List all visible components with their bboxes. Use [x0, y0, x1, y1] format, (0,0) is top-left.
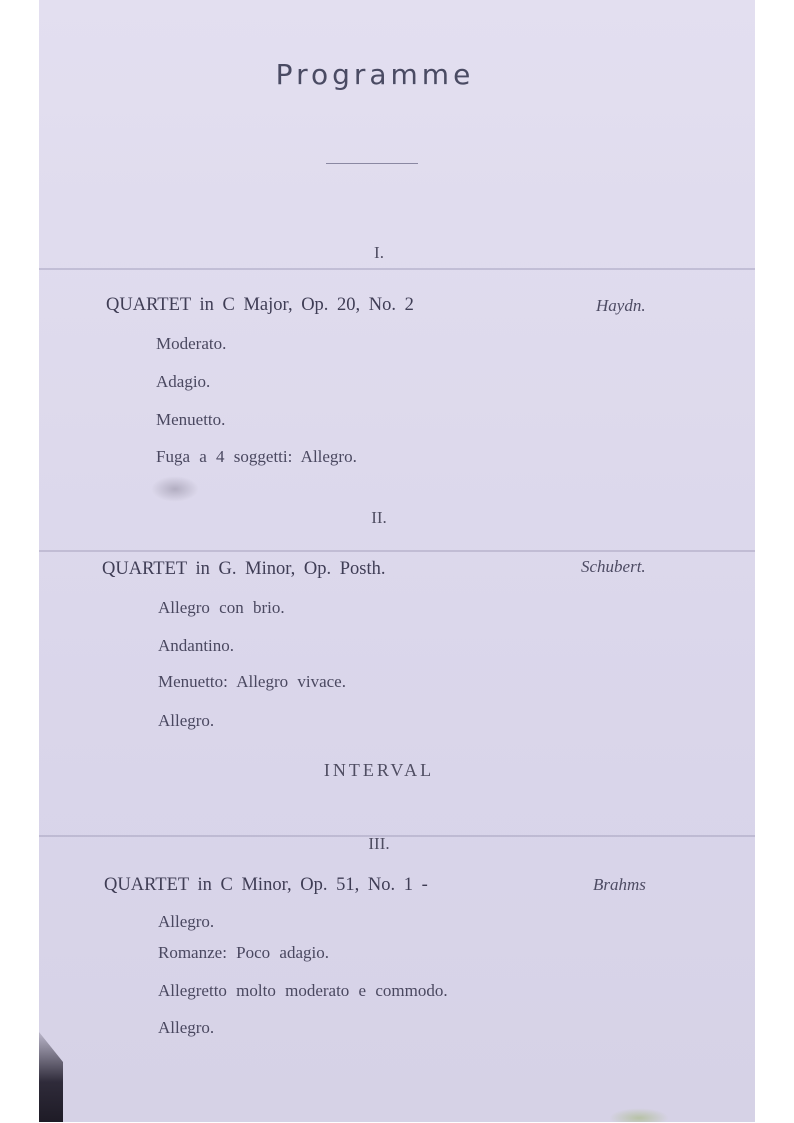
paper-fold	[39, 268, 755, 270]
movement: Moderato.	[156, 334, 227, 353]
section-numeral: II.	[371, 508, 387, 527]
work-title: QUARTET in C Major, Op. 20, No. 2	[106, 295, 414, 315]
movement: Allegro con brio.	[158, 598, 285, 617]
movement: Allegro.	[158, 912, 215, 931]
composer-name: Haydn.	[596, 296, 646, 315]
title-divider	[326, 163, 418, 164]
movement: Andantino.	[158, 636, 235, 655]
paper-fold	[39, 550, 755, 552]
movement: Allegro.	[158, 711, 215, 730]
work-title: QUARTET in C Minor, Op. 51, No. 1 -	[104, 875, 428, 895]
composer-name: Brahms	[593, 875, 646, 894]
page-title: Programme	[275, 58, 475, 91]
movement: Romanze: Poco adagio.	[158, 943, 329, 962]
composer-name: Schubert.	[581, 557, 646, 576]
movement: Fuga a 4 soggetti: Allegro.	[156, 447, 357, 466]
programme-sheet	[39, 0, 755, 1122]
section-numeral: III.	[368, 834, 390, 853]
movement: Adagio.	[156, 372, 211, 391]
movement: Menuetto: Allegro vivace.	[158, 672, 346, 691]
movement: Allegro.	[158, 1018, 215, 1037]
section-numeral: I.	[374, 243, 384, 262]
movement: Allegretto molto moderato e commodo.	[158, 981, 448, 1000]
paper-stain	[151, 476, 199, 502]
paper-stain	[609, 1108, 669, 1122]
movement: Menuetto.	[156, 410, 226, 429]
interval-label: INTERVAL	[323, 760, 435, 780]
work-title: QUARTET in G. Minor, Op. Posth.	[102, 559, 386, 579]
torn-corner	[39, 1022, 63, 1122]
